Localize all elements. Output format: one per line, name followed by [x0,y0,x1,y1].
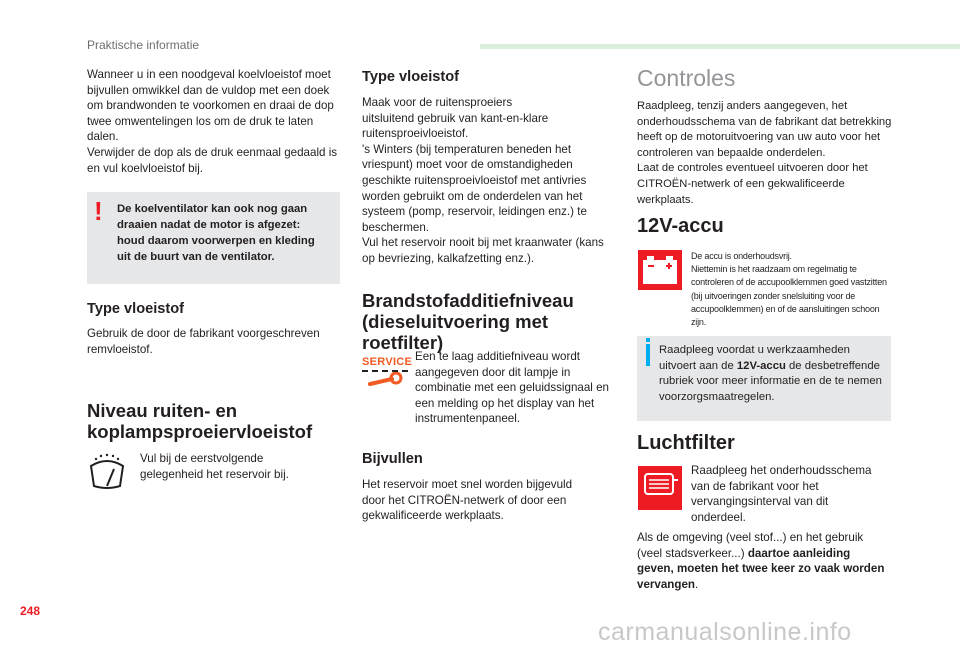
header-accent-bar [480,44,960,49]
washer-fluid-type-title: Type vloeistof [362,69,460,85]
washer-level-text: Vul bij de eerstvolgende gelegenheid het reservoir bij. [140,452,289,481]
service-warning-icon [362,356,413,400]
battery-title: 12V-accu [637,215,724,237]
windscreen-washer-icon [88,452,126,492]
additive-level-title-line2: (dieseluitvoering met roetfilter) [362,311,549,353]
info-text-pre: Raadpleeg voordat u werkzaamheden uitvoert aan de [659,344,850,372]
air-filter-title: Luchtfilter [637,432,735,454]
battery-small-text [691,250,891,329]
coolant-intro-p1: Wanneer u in een noodgeval koelvloeistof moet bijvullen omwikkel dan de vuldop met een doek om brandwonden te voorkomen en draai de dop twee omwentelingen los om de druk te laten dalen. [87,68,334,144]
checks-p1: Raadpleeg, tenzij anders aangegeven, het onderhoudsschema van de fabrikant dat betrekking heeft op de motoruitvoering van uw auto voor het controleren van bepaalde onderdelen. [637,100,892,159]
air-filter-note-pre: Als de omgeving (veel stof...) en het gebruik (veel stadsverkeer...) [637,531,864,560]
warning-icon: ! [94,196,103,226]
info-text [659,343,885,405]
info-text-post: de desbetreffende rubriek voor meer informatie en de te nemen voorzorgsmaatregelen. [659,359,882,403]
washer-level-title [87,400,347,442]
brake-fluid-type-title: Type vloeistof [87,301,185,317]
service-label: SERVICE [362,356,413,368]
section-label: Praktische informatie [87,38,200,52]
washer-level-title-line1: Niveau ruiten- en [87,400,238,421]
air-filter-text: Raadpleeg het onderhoudsschema van de fabrikant voor het vervangingsinterval van dit onderdeel. [691,464,872,524]
air-filter-note [637,530,887,592]
wrench-icon [362,372,408,390]
air-filter-note-bold: daartoe aanleiding geven, moeten het twee keer zo vaak worden vervangen [637,546,885,591]
washer-fluid-p4: Vul het reservoir nooit bij met kraanwater (kans op bevriezing, kalkafzetting enz.). [362,236,604,265]
checks-text [637,99,893,208]
info-icon [646,344,650,366]
additive-level-title-line1: Brandstofadditiefniveau [362,290,574,311]
info-box [637,336,891,421]
checks-title: Controles [637,65,736,91]
washer-fluid-type-text [362,95,617,267]
washer-fluid-p1: Maak voor de ruitensproeiers [362,96,513,109]
checks-p2: Laat de controles eventueel uitvoeren door het CITROËN-netwerk of een gekwalificeerde werkplaats. [637,162,868,206]
info-icon-dot [646,338,650,342]
additive-level-title [362,290,627,353]
air-filter-note-post: . [695,577,699,591]
battery-icon [638,250,682,290]
coolant-intro [87,67,342,176]
watermark: carmanualsonline.info [598,618,852,646]
warning-text: De koelventilator kan ook nog gaan draaien nadat de motor is afgezet: houd daarom voorwerpen en kleding uit de buurt van de ventilator. [117,203,315,263]
washer-level-title-line2: koplampsproeiervloeistof [87,421,313,442]
washer-fluid-p3: 's Winters (bij temperaturen beneden het vriespunt) moet voor de omstandigheden geschikte ruitensproeivloeistof met antivries worden gebruikt om de onderdelen van het systeem (pomp, reservoir, leidingen enz.) te beschermen. [362,142,587,234]
air-filter-icon [638,466,682,510]
washer-fluid-p2: uitsluitend gebruik van kant-en-klare ruitensproeivloeistof. [362,111,549,141]
refill-title: Bijvullen [362,451,423,467]
additive-level-text: Een te laag additiefniveau wordt aangegeven door dit lampje in combinatie met een geluidssignaal en een melding op het display van het instrumentenpaneel. [415,350,609,426]
info-text-bold: 12V-accu [736,359,786,372]
refill-text: Het reservoir moet snel worden bijgevuld door het CITROËN-netwerk of door een gekwalificeerde werkplaats. [362,478,573,523]
coolant-intro-p2: Verwijder de dop als de druk eenmaal gedaald is en vul koelvloeistof bij. [87,145,338,175]
brake-fluid-type-text: Gebruik de door de fabrikant voorgeschreven remvloeistof. [87,327,320,356]
battery-small-p2: Niettemin is het raadzaam om regelmatig te controleren of de accupoolklemmen goed vastzitten (bij uitvoeringen zonder snelsluiting voor de accupoolklemmen) en of de aansluitingen schoon zijn. [691,264,887,328]
battery-small-p1: De accu is onderhoudsvrij. [691,251,792,261]
warning-box [87,192,340,284]
page-number: 248 [20,604,41,618]
